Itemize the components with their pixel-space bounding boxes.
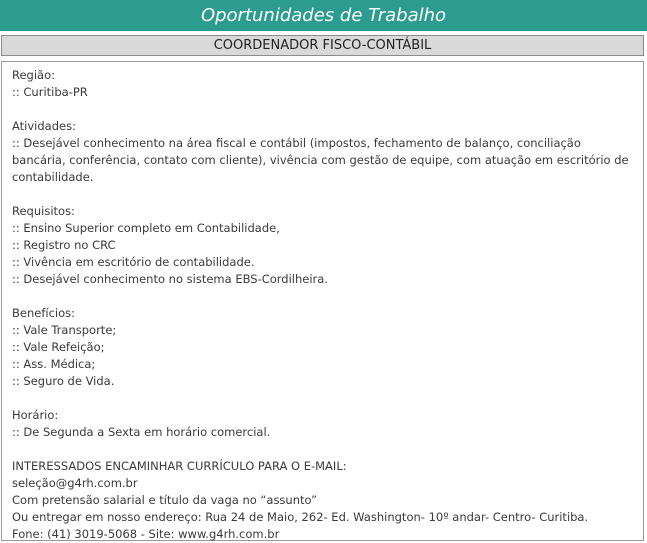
beneficios-item: :: Ass. Médica; <box>12 357 96 371</box>
section-atividades <box>12 118 633 186</box>
section-horario <box>12 407 633 441</box>
regiao-label: Região: <box>12 68 56 82</box>
contato-phone: Fone: (41) 3019-5068 - Site: www.g4rh.com.br <box>12 527 280 541</box>
contato-note: Com pretensão salarial e título da vaga no “assunto” <box>12 493 318 507</box>
beneficios-item: :: Vale Transporte; <box>12 323 117 337</box>
section-requisitos <box>12 203 633 288</box>
requisitos-item: :: Vivência em escritório de contabilidade. <box>12 255 255 269</box>
contato-address: Ou entregar em nosso endereço: Rua 24 de Maio, 262- Ed. Washington- 10º andar- Centro- Curitiba. <box>12 510 589 524</box>
job-title-bar <box>1 35 644 56</box>
contato-email[interactable]: seleção@g4rh.com.br <box>12 476 138 490</box>
beneficios-label: Benefícios: <box>12 306 75 320</box>
requisitos-item: :: Registro no CRC <box>12 238 116 252</box>
beneficios-item: :: Seguro de Vida. <box>12 374 115 388</box>
requisitos-item: :: Ensino Superior completo em Contabilidade, <box>12 221 280 235</box>
section-beneficios <box>12 305 633 390</box>
page-banner <box>0 0 647 31</box>
job-title: COORDENADOR FISCO-CONTÁBIL <box>213 38 432 53</box>
horario-label: Horário: <box>12 408 59 422</box>
banner-title: Oportunidades de Trabalho <box>200 5 447 26</box>
beneficios-item: :: Vale Refeição; <box>12 340 105 354</box>
job-details <box>1 61 644 541</box>
section-regiao <box>12 67 633 101</box>
section-contato <box>12 458 633 543</box>
atividades-text: :: Desejável conhecimento na área fiscal e contábil (impostos, fechamento de balanço, conciliação bancária, conferência, contato com cliente), vivência com gestão de equipe, com atuação em escritório de contabilidade. <box>12 136 629 184</box>
requisitos-label: Requisitos: <box>12 204 75 218</box>
regiao-item: :: Curitiba-PR <box>12 85 88 99</box>
requisitos-item: :: Desejável conhecimento no sistema EBS-Cordilheira. <box>12 272 328 286</box>
contato-heading: INTERESSADOS ENCAMINHAR CURRÍCULO PARA O E-MAIL: <box>12 459 347 473</box>
horario-item: :: De Segunda a Sexta em horário comercial. <box>12 425 271 439</box>
atividades-label: Atividades: <box>12 119 76 133</box>
